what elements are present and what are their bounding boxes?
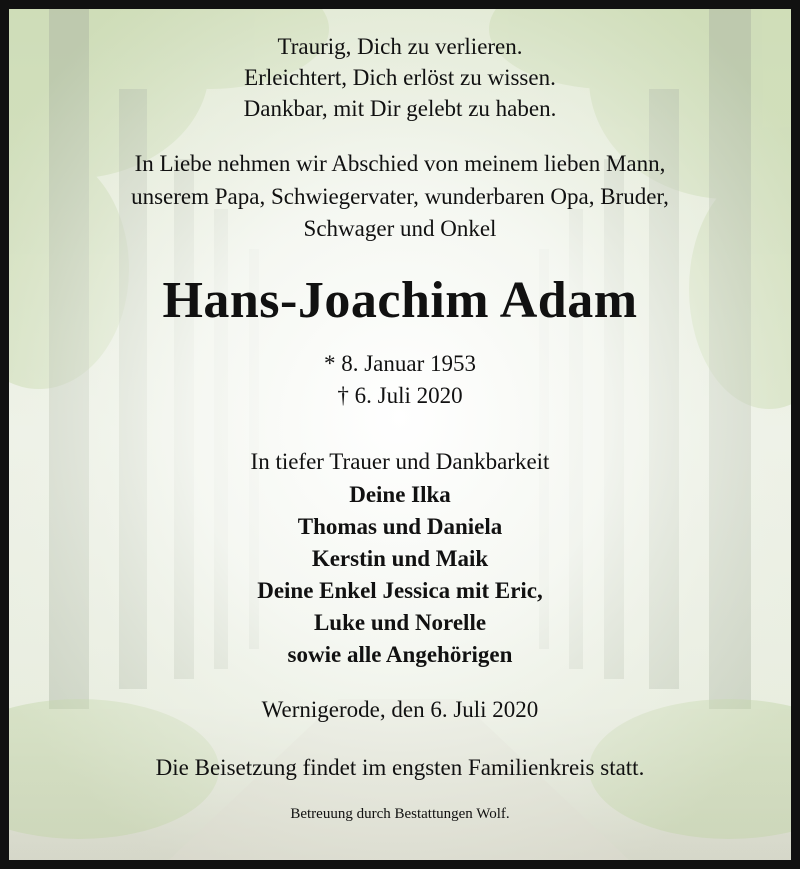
intro-line: Schwager und Onkel [303, 216, 497, 241]
intro-line: unserem Papa, Schwiegervater, wunderbaren Opa, Bruder, [131, 184, 669, 209]
notice-text [9, 9, 791, 860]
deceased-name: Hans-Joachim Adam [162, 272, 638, 329]
undertaker-credit: Betreuung durch Bestattungen Wolf. [290, 806, 510, 822]
family-member: Luke und Norelle [313, 610, 487, 635]
death-date: † 6. Juli 2020 [337, 383, 463, 408]
place-date: Wernigerode, den 6. Juli 2020 [261, 697, 539, 722]
poem-line: Erleichtert, Dich erlöst zu wissen. [244, 65, 556, 90]
poem-line: Traurig, Dich zu verlieren. [277, 34, 523, 59]
family-member: Deine Enkel Jessica mit Eric, [257, 578, 543, 603]
family-member: Deine Ilka [349, 482, 451, 507]
birth-date: * 8. Januar 1953 [323, 351, 477, 376]
family-member: Thomas und Daniela [297, 514, 503, 539]
poem-line: Dankbar, mit Dir gelebt zu haben. [243, 96, 557, 121]
intro-line: In Liebe nehmen wir Abschied von meinem lieben Mann, [134, 151, 666, 176]
burial-note: Die Beisetzung findet im engsten Familienkreis statt. [155, 755, 645, 780]
mourners-intro: In tiefer Trauer und Dankbarkeit [250, 449, 550, 474]
family-member: sowie alle Angehörigen [287, 642, 513, 667]
family-member: Kerstin und Maik [311, 546, 489, 571]
